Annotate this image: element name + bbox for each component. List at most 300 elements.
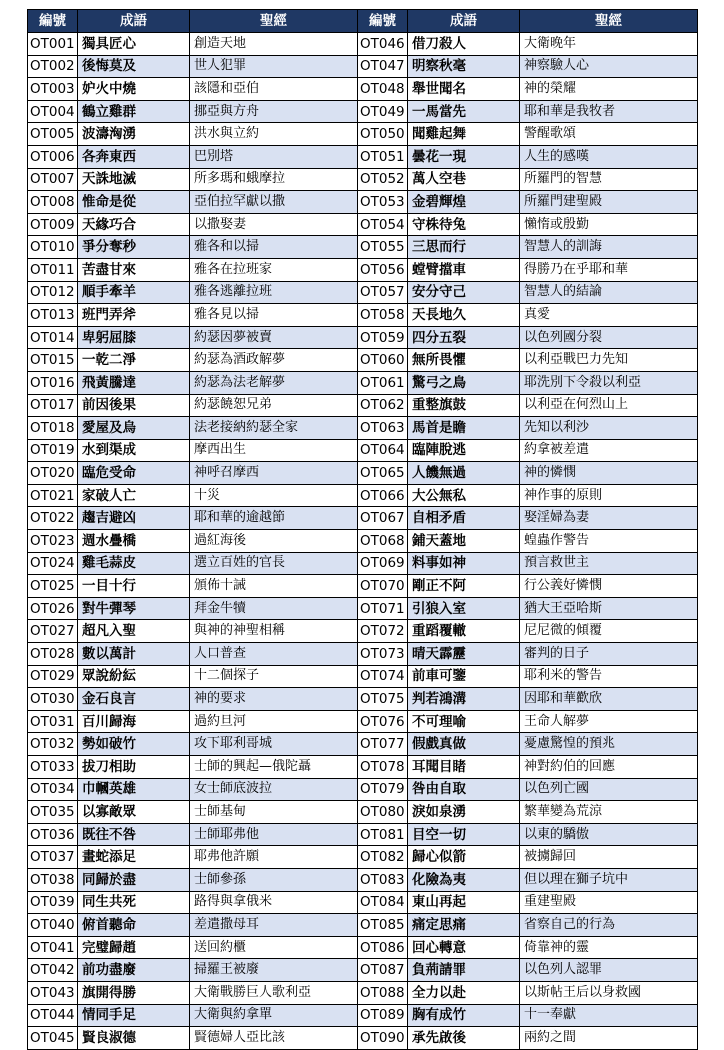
left-idiom-cell: 一目十行: [78, 575, 190, 598]
right-idiom-cell: 一馬當先: [408, 100, 520, 123]
right-bible-cell: 所羅門的智慧: [520, 168, 698, 191]
left-code-cell: OT035: [28, 801, 78, 824]
table-row: [28, 778, 698, 801]
right-bible-cell: 蝗蟲作警告: [520, 530, 698, 553]
right-idiom-cell: 不可理喻: [408, 710, 520, 733]
right-bible-cell: 王命人解夢: [520, 710, 698, 733]
left-bible-cell: 雅各在拉班家: [190, 258, 358, 281]
left-code-cell: OT045: [28, 1027, 78, 1050]
right-idiom-cell: 引狼入室: [408, 597, 520, 620]
left-code-cell: OT019: [28, 439, 78, 462]
right-idiom-cell: 胸有成竹: [408, 1004, 520, 1027]
left-idiom-cell: 完璧歸趙: [78, 936, 190, 959]
table-body: [28, 33, 698, 1050]
left-code-cell: OT006: [28, 145, 78, 168]
left-bible-cell: 耶弗他許願: [190, 846, 358, 869]
table-row: [28, 597, 698, 620]
left-code-cell: OT037: [28, 846, 78, 869]
right-idiom-cell: 舉世聞名: [408, 78, 520, 101]
right-code-cell: OT049: [358, 100, 408, 123]
right-idiom-cell: 金碧輝煌: [408, 191, 520, 214]
right-bible-cell: 但以理在獅子坑中: [520, 868, 698, 891]
right-code-cell: OT072: [358, 620, 408, 643]
left-bible-cell: 拜金牛犢: [190, 597, 358, 620]
right-bible-cell: 警醒歌頌: [520, 123, 698, 146]
left-idiom-cell: 波濤洶湧: [78, 123, 190, 146]
left-idiom-cell: 雞毛蒜皮: [78, 552, 190, 575]
right-code-cell: OT075: [358, 688, 408, 711]
right-idiom-cell: 歸心似箭: [408, 846, 520, 869]
left-bible-cell: 與神的神聖相稱: [190, 620, 358, 643]
right-code-cell: OT090: [358, 1027, 408, 1050]
right-idiom-cell: 聞雞起舞: [408, 123, 520, 146]
left-bible-cell: 雅各見以掃: [190, 304, 358, 327]
left-idiom-cell: 勢如破竹: [78, 733, 190, 756]
table-row: [28, 191, 698, 214]
left-idiom-cell: 拔刀相助: [78, 756, 190, 779]
right-idiom-cell: 臨陣脫逃: [408, 439, 520, 462]
right-code-cell: OT067: [358, 507, 408, 530]
table-row: [28, 981, 698, 1004]
right-code-cell: OT086: [358, 936, 408, 959]
right-code-cell: OT062: [358, 394, 408, 417]
right-idiom-cell: 東山再起: [408, 891, 520, 914]
right-idiom-cell: 目空一切: [408, 823, 520, 846]
left-code-cell: OT021: [28, 484, 78, 507]
table-row: [28, 349, 698, 372]
left-code-cell: OT041: [28, 936, 78, 959]
header-idiom-left: 成語: [78, 10, 190, 33]
header-bible-left: 聖經: [190, 10, 358, 33]
left-idiom-cell: 趨吉避凶: [78, 507, 190, 530]
left-code-cell: OT001: [28, 33, 78, 56]
right-bible-cell: 耶和華是我牧者: [520, 100, 698, 123]
right-bible-cell: 尼尼微的傾覆: [520, 620, 698, 643]
right-idiom-cell: 明察秋毫: [408, 55, 520, 78]
left-bible-cell: 十二個探子: [190, 665, 358, 688]
left-idiom-cell: 同生共死: [78, 891, 190, 914]
left-idiom-cell: 水到渠成: [78, 439, 190, 462]
left-bible-cell: 士師耶弗他: [190, 823, 358, 846]
left-bible-cell: 法老接納約瑟全家: [190, 417, 358, 440]
left-bible-cell: 創造天地: [190, 33, 358, 56]
right-code-cell: OT064: [358, 439, 408, 462]
right-bible-cell: 耶洗別下令殺以利亞: [520, 371, 698, 394]
right-idiom-cell: 重整旗鼓: [408, 394, 520, 417]
right-idiom-cell: 料事如神: [408, 552, 520, 575]
right-bible-cell: 神對約伯的回應: [520, 756, 698, 779]
left-idiom-cell: 百川歸海: [78, 710, 190, 733]
table-row: [28, 394, 698, 417]
table-row: [28, 100, 698, 123]
right-code-cell: OT084: [358, 891, 408, 914]
right-bible-cell: 神作事的原則: [520, 484, 698, 507]
right-bible-cell: 以色列人認罪: [520, 959, 698, 982]
left-code-cell: OT016: [28, 371, 78, 394]
left-code-cell: OT013: [28, 304, 78, 327]
right-bible-cell: 得勝乃在乎耶和華: [520, 258, 698, 281]
left-code-cell: OT017: [28, 394, 78, 417]
right-idiom-cell: 四分五裂: [408, 326, 520, 349]
left-idiom-cell: 一乾二淨: [78, 349, 190, 372]
left-code-cell: OT032: [28, 733, 78, 756]
left-bible-cell: 雅各逃離拉班: [190, 281, 358, 304]
header-bible-right: 聖經: [520, 10, 698, 33]
left-idiom-cell: 愛屋及烏: [78, 417, 190, 440]
table-row: [28, 462, 698, 485]
table-row: [28, 213, 698, 236]
right-bible-cell: 智慧人的結論: [520, 281, 698, 304]
left-idiom-cell: 飛黃騰達: [78, 371, 190, 394]
left-code-cell: OT008: [28, 191, 78, 214]
right-code-cell: OT071: [358, 597, 408, 620]
table-row: [28, 733, 698, 756]
right-idiom-cell: 萬人空巷: [408, 168, 520, 191]
right-idiom-cell: 前車可鑒: [408, 665, 520, 688]
left-code-cell: OT012: [28, 281, 78, 304]
left-bible-cell: 所多瑪和蛾摩拉: [190, 168, 358, 191]
left-idiom-cell: 金石良言: [78, 688, 190, 711]
left-idiom-cell: 對牛彈琴: [78, 597, 190, 620]
left-code-cell: OT038: [28, 868, 78, 891]
right-bible-cell: 以色列亡國: [520, 778, 698, 801]
right-bible-cell: 繁華變為荒涼: [520, 801, 698, 824]
left-bible-cell: 路得與拿俄米: [190, 891, 358, 914]
left-code-cell: OT039: [28, 891, 78, 914]
right-bible-cell: 娶淫婦為妻: [520, 507, 698, 530]
table-row: [28, 507, 698, 530]
right-code-cell: OT083: [358, 868, 408, 891]
table-row: [28, 891, 698, 914]
left-bible-cell: 以撒娶妻: [190, 213, 358, 236]
left-idiom-cell: 同歸於盡: [78, 868, 190, 891]
left-bible-cell: 巴別塔: [190, 145, 358, 168]
left-code-cell: OT020: [28, 462, 78, 485]
left-code-cell: OT009: [28, 213, 78, 236]
left-bible-cell: 神呼召摩西: [190, 462, 358, 485]
left-code-cell: OT015: [28, 349, 78, 372]
right-code-cell: OT058: [358, 304, 408, 327]
right-code-cell: OT070: [358, 575, 408, 598]
right-idiom-cell: 曇花一現: [408, 145, 520, 168]
right-code-cell: OT052: [358, 168, 408, 191]
right-bible-cell: 因耶和華歡欣: [520, 688, 698, 711]
right-bible-cell: 以利亞戰巴力先知: [520, 349, 698, 372]
table-row: [28, 914, 698, 937]
right-bible-cell: 大衛晚年: [520, 33, 698, 56]
right-idiom-cell: 淚如泉湧: [408, 801, 520, 824]
right-code-cell: OT076: [358, 710, 408, 733]
table-row: [28, 145, 698, 168]
right-idiom-cell: 驚弓之鳥: [408, 371, 520, 394]
left-code-cell: OT010: [28, 236, 78, 259]
left-idiom-cell: 臨危受命: [78, 462, 190, 485]
right-bible-cell: 十一奉獻: [520, 1004, 698, 1027]
left-bible-cell: 十災: [190, 484, 358, 507]
left-code-cell: OT028: [28, 643, 78, 666]
right-idiom-cell: 耳聞目睹: [408, 756, 520, 779]
right-code-cell: OT087: [358, 959, 408, 982]
table-row: [28, 846, 698, 869]
right-bible-cell: 以利亞在何烈山上: [520, 394, 698, 417]
right-bible-cell: 審判的日子: [520, 643, 698, 666]
right-idiom-cell: 大公無私: [408, 484, 520, 507]
left-idiom-cell: 後悔莫及: [78, 55, 190, 78]
left-idiom-cell: 卑躬屈膝: [78, 326, 190, 349]
table-row: [28, 756, 698, 779]
table-row: [28, 620, 698, 643]
table-row: [28, 168, 698, 191]
left-idiom-cell: 家破人亡: [78, 484, 190, 507]
left-code-cell: OT025: [28, 575, 78, 598]
left-idiom-cell: 前因後果: [78, 394, 190, 417]
right-code-cell: OT069: [358, 552, 408, 575]
left-bible-cell: 約瑟因夢被賣: [190, 326, 358, 349]
table-row: [28, 78, 698, 101]
right-bible-cell: 智慧人的訓誨: [520, 236, 698, 259]
left-code-cell: OT022: [28, 507, 78, 530]
table-row: [28, 236, 698, 259]
left-code-cell: OT036: [28, 823, 78, 846]
table-row: [28, 530, 698, 553]
left-bible-cell: 差遣撒母耳: [190, 914, 358, 937]
right-code-cell: OT082: [358, 846, 408, 869]
table-row: [28, 484, 698, 507]
right-code-cell: OT053: [358, 191, 408, 214]
left-bible-cell: 過約旦河: [190, 710, 358, 733]
right-bible-cell: 約拿被差遣: [520, 439, 698, 462]
left-code-cell: OT007: [28, 168, 78, 191]
left-bible-cell: 頒佈十誡: [190, 575, 358, 598]
left-idiom-cell: 週水疊橋: [78, 530, 190, 553]
left-code-cell: OT002: [28, 55, 78, 78]
idiom-bible-table: [27, 9, 698, 1050]
right-idiom-cell: 三思而行: [408, 236, 520, 259]
left-bible-cell: 女士師底波拉: [190, 778, 358, 801]
table-row: [28, 801, 698, 824]
table-row: [28, 55, 698, 78]
left-idiom-cell: 以寡敵眾: [78, 801, 190, 824]
table-row: [28, 643, 698, 666]
left-idiom-cell: 苦盡甘來: [78, 258, 190, 281]
right-code-cell: OT048: [358, 78, 408, 101]
right-bible-cell: 預言救世主: [520, 552, 698, 575]
left-bible-cell: 士師參孫: [190, 868, 358, 891]
right-code-cell: OT078: [358, 756, 408, 779]
right-idiom-cell: 化險為夷: [408, 868, 520, 891]
right-code-cell: OT089: [358, 1004, 408, 1027]
right-idiom-cell: 晴天霹靂: [408, 643, 520, 666]
left-bible-cell: 送回約櫃: [190, 936, 358, 959]
right-idiom-cell: 假戲真做: [408, 733, 520, 756]
right-idiom-cell: 天長地久: [408, 304, 520, 327]
right-bible-cell: 耶利米的警告: [520, 665, 698, 688]
right-idiom-cell: 守株待兔: [408, 213, 520, 236]
left-code-cell: OT027: [28, 620, 78, 643]
left-idiom-cell: 妒火中燒: [78, 78, 190, 101]
table-row: [28, 868, 698, 891]
table-row: [28, 326, 698, 349]
table-row: [28, 665, 698, 688]
left-idiom-cell: 惟命是從: [78, 191, 190, 214]
table-row: [28, 710, 698, 733]
left-idiom-cell: 賢良淑德: [78, 1027, 190, 1050]
left-bible-cell: 耶和華的逾越節: [190, 507, 358, 530]
right-code-cell: OT073: [358, 643, 408, 666]
idiom-bible-table-container: [27, 9, 697, 1050]
right-idiom-cell: 人饑無過: [408, 462, 520, 485]
left-code-cell: OT043: [28, 981, 78, 1004]
header-code-right: 編號: [358, 10, 408, 33]
table-row: [28, 688, 698, 711]
right-code-cell: OT081: [358, 823, 408, 846]
left-bible-cell: 士師基甸: [190, 801, 358, 824]
header-code-left: 編號: [28, 10, 78, 33]
left-code-cell: OT033: [28, 756, 78, 779]
right-bible-cell: 省察自己的行為: [520, 914, 698, 937]
table-row: [28, 552, 698, 575]
left-code-cell: OT034: [28, 778, 78, 801]
left-bible-cell: 掃羅王被廢: [190, 959, 358, 982]
left-bible-cell: 世人犯罪: [190, 55, 358, 78]
right-code-cell: OT085: [358, 914, 408, 937]
right-idiom-cell: 鋪天蓋地: [408, 530, 520, 553]
left-bible-cell: 約瑟為法老解夢: [190, 371, 358, 394]
left-code-cell: OT004: [28, 100, 78, 123]
right-idiom-cell: 承先啟後: [408, 1027, 520, 1050]
right-idiom-cell: 自相矛盾: [408, 507, 520, 530]
left-code-cell: OT030: [28, 688, 78, 711]
right-code-cell: OT068: [358, 530, 408, 553]
right-code-cell: OT088: [358, 981, 408, 1004]
left-bible-cell: 挪亞與方舟: [190, 100, 358, 123]
table-row: [28, 1027, 698, 1050]
right-code-cell: OT080: [358, 801, 408, 824]
right-code-cell: OT063: [358, 417, 408, 440]
table-row: [28, 33, 698, 56]
left-bible-cell: 該隱和亞伯: [190, 78, 358, 101]
right-bible-cell: 重建聖殿: [520, 891, 698, 914]
left-idiom-cell: 天緣巧合: [78, 213, 190, 236]
right-bible-cell: 以斯帖王后以身救國: [520, 981, 698, 1004]
right-code-cell: OT047: [358, 55, 408, 78]
right-code-cell: OT059: [358, 326, 408, 349]
table-row: [28, 936, 698, 959]
left-bible-cell: 摩西出生: [190, 439, 358, 462]
right-bible-cell: 憂慮驚惶的預兆: [520, 733, 698, 756]
right-code-cell: OT050: [358, 123, 408, 146]
left-idiom-cell: 俯首聽命: [78, 914, 190, 937]
left-bible-cell: 選立百姓的官長: [190, 552, 358, 575]
right-code-cell: OT066: [358, 484, 408, 507]
left-idiom-cell: 超凡入聖: [78, 620, 190, 643]
right-code-cell: OT079: [358, 778, 408, 801]
right-bible-cell: 倚靠神的靈: [520, 936, 698, 959]
left-code-cell: OT018: [28, 417, 78, 440]
right-code-cell: OT065: [358, 462, 408, 485]
right-bible-cell: 兩約之間: [520, 1027, 698, 1050]
right-bible-cell: 人生的感嘆: [520, 145, 698, 168]
left-code-cell: OT040: [28, 914, 78, 937]
left-bible-cell: 人口普查: [190, 643, 358, 666]
right-code-cell: OT046: [358, 33, 408, 56]
right-idiom-cell: 判若鴻溝: [408, 688, 520, 711]
table-row: [28, 575, 698, 598]
right-bible-cell: 行公義好憐憫: [520, 575, 698, 598]
left-idiom-cell: 爭分奪秒: [78, 236, 190, 259]
left-idiom-cell: 前功盡廢: [78, 959, 190, 982]
left-code-cell: OT044: [28, 1004, 78, 1027]
left-bible-cell: 約瑟為酒政解夢: [190, 349, 358, 372]
left-code-cell: OT014: [28, 326, 78, 349]
left-bible-cell: 亞伯拉罕獻以撒: [190, 191, 358, 214]
right-code-cell: OT060: [358, 349, 408, 372]
left-code-cell: OT042: [28, 959, 78, 982]
right-idiom-cell: 借刀殺人: [408, 33, 520, 56]
right-idiom-cell: 無所畏懼: [408, 349, 520, 372]
left-bible-cell: 大衛與約拿單: [190, 1004, 358, 1027]
left-bible-cell: 賢德婦人亞比該: [190, 1027, 358, 1050]
left-bible-cell: 攻下耶利哥城: [190, 733, 358, 756]
left-code-cell: OT023: [28, 530, 78, 553]
table-row: [28, 439, 698, 462]
right-code-cell: OT077: [358, 733, 408, 756]
table-row: [28, 1004, 698, 1027]
left-code-cell: OT031: [28, 710, 78, 733]
left-idiom-cell: 各奔東西: [78, 145, 190, 168]
right-bible-cell: 神的榮耀: [520, 78, 698, 101]
table-row: [28, 823, 698, 846]
left-idiom-cell: 眾說紛紜: [78, 665, 190, 688]
right-code-cell: OT051: [358, 145, 408, 168]
table-row: [28, 281, 698, 304]
right-bible-cell: 所羅門建聖殿: [520, 191, 698, 214]
right-code-cell: OT056: [358, 258, 408, 281]
left-bible-cell: 約瑟饒恕兄弟: [190, 394, 358, 417]
table-row: [28, 417, 698, 440]
left-idiom-cell: 旗開得勝: [78, 981, 190, 1004]
left-code-cell: OT011: [28, 258, 78, 281]
right-bible-cell: 以東的驕傲: [520, 823, 698, 846]
left-bible-cell: 過紅海後: [190, 530, 358, 553]
header-idiom-right: 成語: [408, 10, 520, 33]
right-bible-cell: 被擄歸回: [520, 846, 698, 869]
right-bible-cell: 神察驗人心: [520, 55, 698, 78]
right-idiom-cell: 重蹈覆轍: [408, 620, 520, 643]
left-idiom-cell: 情同手足: [78, 1004, 190, 1027]
right-bible-cell: 猶大王亞哈斯: [520, 597, 698, 620]
header-row: [28, 10, 698, 33]
right-bible-cell: 懶惰或殷勤: [520, 213, 698, 236]
left-idiom-cell: 班門弄斧: [78, 304, 190, 327]
right-idiom-cell: 咎由自取: [408, 778, 520, 801]
left-idiom-cell: 鶴立雞群: [78, 100, 190, 123]
right-idiom-cell: 螳臂擋車: [408, 258, 520, 281]
left-idiom-cell: 天誅地滅: [78, 168, 190, 191]
left-bible-cell: 神的要求: [190, 688, 358, 711]
right-idiom-cell: 負荊請罪: [408, 959, 520, 982]
right-code-cell: OT057: [358, 281, 408, 304]
right-code-cell: OT074: [358, 665, 408, 688]
left-code-cell: OT026: [28, 597, 78, 620]
left-idiom-cell: 巾幗英雄: [78, 778, 190, 801]
left-idiom-cell: 既往不咎: [78, 823, 190, 846]
right-idiom-cell: 馬首是瞻: [408, 417, 520, 440]
right-idiom-cell: 全力以赴: [408, 981, 520, 1004]
right-idiom-cell: 安分守己: [408, 281, 520, 304]
right-bible-cell: 以色列國分裂: [520, 326, 698, 349]
right-code-cell: OT054: [358, 213, 408, 236]
